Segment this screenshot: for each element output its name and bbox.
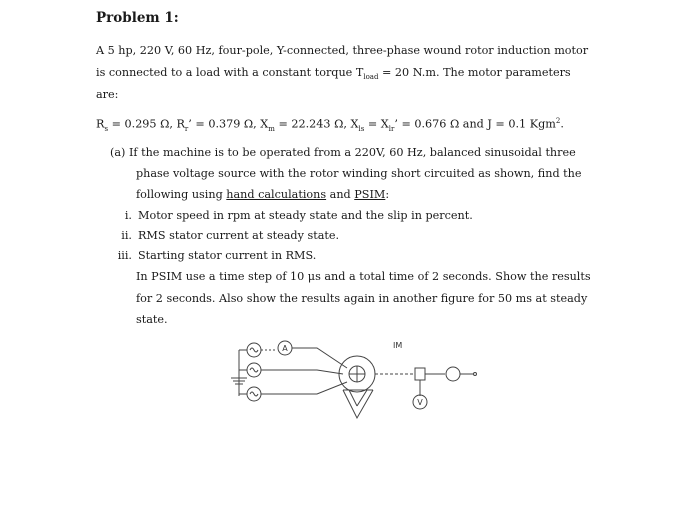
voltage-source-c-icon xyxy=(239,387,261,401)
ammeter-label: A xyxy=(282,344,288,353)
problem-title: Problem 1: xyxy=(96,10,179,26)
intro-line-1: A 5 hp, 220 V, 60 Hz, four-pole, Y-connected, three-phase wound rotor induction motor xyxy=(96,44,589,57)
part-a-label: (a) xyxy=(110,146,126,159)
voltmeter-label: V xyxy=(417,398,423,407)
intro-line-3: are: xyxy=(96,88,119,101)
induction-motor-icon xyxy=(339,356,375,418)
psim-line-1: In PSIM use a time step of 10 μs and a total time of 2 seconds. Show the results xyxy=(136,270,591,283)
hand-calculations-text: hand calculations xyxy=(226,188,327,201)
part-a-line-3: following using hand calculations and PSIM: xyxy=(136,188,390,201)
circuit-diagram xyxy=(225,330,495,430)
voltage-source-a-icon xyxy=(239,343,261,357)
motor-parameters: $R_s = 0.295$ Ω, $R_r$’ = 0.379 Ω, $X_m = 22.243$ Ω, $X_{ls} = X_{lr}$’ = 0.676 Ω and J = 0.1 Kgm$^2$. xyxy=(96,117,564,133)
list-item: ii. RMS stator current at steady state. xyxy=(121,229,340,242)
psim-text: PSIM xyxy=(354,188,386,201)
intro-line-2: is connected to a load with a constant torque $T_{load} = 20$ N.m. The motor parameters xyxy=(96,66,571,82)
list-item: iii. Starting stator current in RMS. xyxy=(117,249,317,262)
part-a-line-1: (a) If the machine is to be operated from a 220V, 60 Hz, balanced sinusoidal three xyxy=(110,146,576,159)
psim-line-3: state. xyxy=(136,313,168,326)
list-item: i. Motor speed in rpm at steady state and the slip in percent. xyxy=(124,209,473,222)
im-label: IM xyxy=(393,341,403,350)
psim-line-2: for 2 seconds. Also show the results again in another figure for 50 ms at steady xyxy=(136,292,588,305)
voltage-source-b-icon xyxy=(239,363,261,377)
part-a-line-2: phase voltage source with the rotor winding short circuited as shown, find the xyxy=(136,167,582,180)
mechanical-load-icon xyxy=(446,367,477,381)
ground-icon xyxy=(231,350,247,396)
